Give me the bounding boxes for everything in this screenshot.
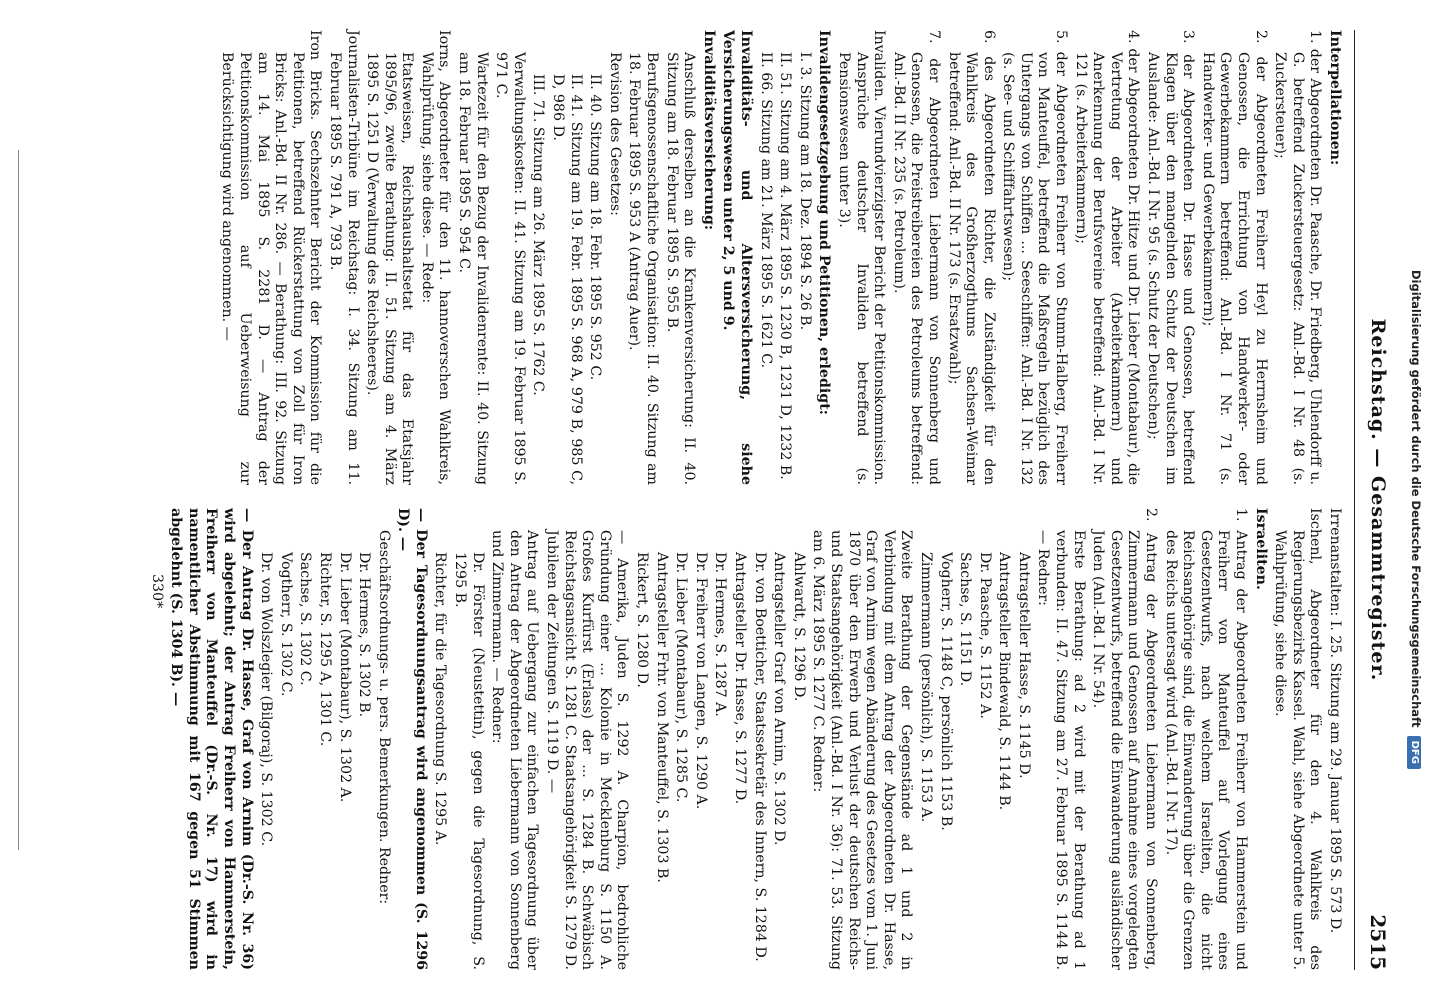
- right-column-entry: Irrenanstalten: I. 25. Sitzung am 29. Januar 1895 S. 573 D.: [1327, 508, 1343, 934]
- left-column-entry: 7. der Abgeordneten Liebermann von Sonnenberg und Genossen, die Preistreibereien des Petroleums betreffend: Anl.-Bd. II Nr. 235 (s. Petroleum).: [890, 30, 942, 485]
- left-column-entry: 1. der Abgeordneten Dr. Paasche, Dr. Friedberg, Uhlendorff u. G. betreffend Zuckersteuergesetz: Anl.-Bd. I Nr. 48 (s. Zuckersteuer);: [1272, 30, 1324, 485]
- right-column-entry: Richter, S. 1295 A, 1301 C.: [316, 552, 333, 747]
- left-column-entry: Invaliditäts- und Altersversicherung, siehe Versicherungswesen unter 2, 5 und 9.: [720, 30, 754, 485]
- left-column-entry: II. 66. Sitzung am 21. März 1895 S. 1621 C.: [757, 52, 774, 369]
- right-column-entry: Sachse, S. 1151 D.: [957, 552, 974, 687]
- right-column-entry: Richter, für die Tagesordnung S. 1295 A.: [432, 552, 449, 846]
- right-column-entry: Dr. Lieber (Montabaur), S. 1285 C.: [673, 552, 690, 803]
- credit-text: Digitalisierung gefördert durch die Deutsche Forschungsgemeinschaft: [1409, 270, 1423, 728]
- running-title: Reichstag. — Gesammtregister.: [1367, 318, 1389, 682]
- left-column-entry: II. 41. Sitzung am 19. Febr. 1895 S. 968 A, 979 B, 985 C, D, 986 D.: [550, 74, 584, 485]
- right-column-entry: Antragsteller Dr. Hasse, S. 1277 D.: [732, 552, 748, 805]
- right-column-entry: Antragsteller Graf von Arnim, S. 1302 D.: [771, 552, 788, 846]
- left-column-entry: Berufsgenossenschaftliche Organisation: II. 40. Sitzung am 18. Februar 1895 S. 953 A (Antrag Auer).: [626, 52, 661, 485]
- left-column-entry: 3. der Abgeordneten Dr. Hasse und Genossen, betreffend Klagen über den mangelnden Schutz der Deutschen im Auslande: Anl.-Bd. I Nr. 95 (s. Schutz der Deutschen);: [1145, 30, 1197, 485]
- right-column-entry: Dr. Förster (Neustettin), gegen die Tagesordnung, S. 1295 B.: [452, 552, 486, 970]
- left-column-entry: Iorns, Abgeordneter für den 11. hannoverschen Wahlkreis, Wahlprüfung, siehe diese. — Rede:: [418, 30, 453, 485]
- right-column-entry: Antragsteller Hasse, S. 1145 D.: [1015, 552, 1032, 779]
- left-column-entry: Iron Bricks. Sechszehnter Bericht der Kommission für die Petitionen, betreffend Rückerstattung von Zoll für Iron Bricks: Anl.-Bd. II Nr. 286. — Berathung: III. 92. Sitzung am 14. Mai 1895 S. 2281 D. — Antrag der Petitionskommission auf Ueberweisung zur Berücksichtigung wird angenommen. —: [219, 30, 324, 485]
- digitization-credit: [1405, 270, 1427, 990]
- scan-edge-line: [18, 150, 19, 850]
- rotated-page-content: [57, 30, 1397, 970]
- right-column-entry: Geschäftsordnungs- u. pers. Bemerkungen. Redner:: [375, 530, 392, 905]
- right-column-entry: Sachse, S. 1302 C.: [297, 552, 314, 686]
- right-column-entry: Antrag auf Uebergang zur einfachen Tagesordnung über den Antrag der Abgeordneten Liebermann von Sonnenberg und Zimmermann. — Redner:: [489, 530, 541, 970]
- left-column-entry: Revision des Gesetzes:: [606, 52, 623, 216]
- left-column-entry: Interpellationen:: [1327, 30, 1343, 166]
- right-column-entry: — Amerika, Juden S. 1292 A. Charpion, bedrohliche Gründung einer ... Kolonie in Mecklenburg S. 1150 A. Großes Kurfürst (Erlass) der ... S. 1284 B. Schwäbisch Reichstagsansicht S. 1281 C. Staatsangehörigkeit S. 1279 D. Jubileen der Zeitungen S. 1119 D. —: [544, 530, 631, 970]
- left-column-entry: II. 51. Sitzung am 4. März 1895 S. 1230 B, 1231 D, 1232 B.: [777, 52, 794, 480]
- right-column-entry: 2. Antrag der Abgeordneten Liebermann von Sonnenberg, Zimmermann und Genossen auf Annahme eines vorgelegten Gesetzentwurfs, betreffend die Einwanderung ausländischer Juden (Anl.-Bd. I Nr. 54).: [1090, 508, 1160, 970]
- right-column-entry: — Der Antrag Dr. Hasse, Graf von Arnim (Dr.-S. Nr. 36) wird abgelehnt; der Antrag Freiherr von Hammerstein, Freiherr von Manteuffel (Dr.-S. Nr. 17) wird in namentlicher Abstimmung mit 167 gegen 51 Stimmen abgelehnt (S. 1304 B). —: [168, 508, 255, 970]
- left-column-entry: Wartezeit für den Bezug der Invalidenrente: II. 40. Sitzung am 18. Februar 1895 S. 954 C.: [456, 52, 490, 485]
- right-column-entry: Erste Berathung: ad 2 wird mit der Berathung ad 1 verbunden: II. 47. Sitzung am 27. Februar 1895 S. 1144 B. — Redner:: [1035, 530, 1087, 970]
- left-column-entry: I. 3. Sitzung am 18. Dez. 1894 S. 26 B.: [796, 52, 813, 331]
- left-column-entry: Anschluß derselben an die Krankenversicherung: II. 40. Sitzung am 18. Februar 1895 S. 955 B.: [663, 52, 698, 485]
- right-column-entry: Rickert, S. 1280 D.: [634, 552, 651, 688]
- right-column-entry: Ischenl, Abgeordneter für den 4. Wahlkreis des Regierungsbezirks Kassel. Wahl, siehe Abgeordnete unter 5. Wahlprüfung, siehe diese.: [1272, 508, 1324, 970]
- right-column-entry: Vogherr, S. 1148 C, persönlich 1153 B.: [937, 552, 954, 831]
- left-column: [57, 30, 1343, 485]
- right-column-entry: Dr. Hermes, S. 1302 B.: [356, 552, 373, 718]
- left-column-entry: Invaliditätsversicherung:: [700, 30, 717, 231]
- header-rule: [1354, 30, 1355, 970]
- left-column-entry: Etatsweisen, Reichshaushaltsetat für das Etatsjahr 1895/96, zweite Berathung: II. 51. Sitzung am 4. März 1895 S. 1251 D (Verwaltung des Reichsheeres).: [364, 52, 416, 485]
- left-column-entry: II. 40. Sitzung am 18. Febr. 1895 S. 952 C.: [587, 74, 604, 381]
- right-column-entry: Israeliten.: [1252, 508, 1269, 590]
- right-column-entry: Dr. Paasche, S. 1152 A.: [976, 552, 993, 719]
- right-column-entry: Dr. von Boetticher, Staatssekretär des Innern, S. 1284 D.: [751, 552, 768, 962]
- left-column-entry: 6. des Abgeordneten Richter, die Zuständigkeit für den Wahlkreis des Großherzogthums Sachsen-Weimar betreffend: Anl.-Bd. II Nr. 173 (s. Ersatzwahl);: [945, 30, 997, 485]
- left-column-entry: 5. der Abgeordneten Freiherr von Stumm-Halberg, Freiherr von Manteuffel, betreffend die Maßregeln bezüglich des Untergangs von Schiffen ... Seeschiffen: Anl.-Bd. I Nr. 132 (s. See- und Schifffahrtswesen);: [1000, 30, 1070, 485]
- left-column-entry: 4. der Abgeordneten Dr. Hitze und Dr. Lieber (Montabaur), die Vertretung der Arbeiter (Arbeiterkammern) und Anerkennung der Berufsvereine betreffend: Anl.-Bd. I Nr. 121 (s. Arbeiterkammern);: [1072, 30, 1142, 485]
- page-header: [1359, 30, 1397, 970]
- left-column-entry: Invaliden. Vierundvierzigster Bericht der Petitionskommission. Ansprüche deutscher Invaliden betreffend (s. Pensionswesen unter 3).: [835, 30, 888, 485]
- page-number: 2515: [1366, 914, 1390, 970]
- right-column-entry: Antragsteller Frhr. von Manteuffel, S. 1303 B.: [653, 552, 670, 883]
- right-column: [57, 508, 1343, 970]
- right-column-entry: Dr. von Wolszlegier (Bilgoraj), S. 1302 C.: [258, 552, 275, 847]
- right-column-entry: Dr. Lieber (Montabaur), S. 1302 A.: [336, 552, 353, 803]
- right-column-entry: — Der Tagesordnungsantrag wird angenommen (S. 1296 D). —: [395, 508, 429, 970]
- right-column-entry: 330*: [148, 574, 165, 609]
- right-column-entry: Ahlwardt, S. 1296 D.: [790, 552, 807, 702]
- left-column-entry: Journalisten-Tribüne im Reichstag: I. 34. Sitzung am 11. Februar 1895 S. 791 A, 793 B.: [326, 30, 361, 485]
- left-column-entry: Invalidengesetzgebung und Petitionen, erledigt:: [816, 30, 833, 415]
- left-column-entry: Verwaltungskosten: II. 41. Sitzung am 19. Februar 1895 S. 971 C.: [493, 52, 527, 485]
- left-column-entry: III. 71. Sitzung am 26. März 1895 S. 1762 C.: [530, 74, 547, 396]
- right-column-entry: Dr. Freiherr von Langen, S. 1290 A.: [692, 552, 709, 810]
- right-column-entry: Zweite Berathung der Gegenstände ad 1 und 2 in Verbindung mit dem Antrag der Abgeordneten Dr. Hasse, Graf von Arnim wegen Abänderung des Gesetzes vom 1. Juni 1870 über den Erwerb und Verlust der deutschen Reichs- und Staatsangehörigkeit (Anl.-Bd. I Nr. 36): 71. 53. Sitzung am 6. März 1895 S. 1277 C. Redner:: [810, 530, 915, 970]
- right-column-entry: Antragsteller Bindewald, S. 1144 B.: [996, 552, 1013, 811]
- right-column-entry: 1. Antrag der Abgeordneten Freiherr von Hammerstein und Freiherr von Manteuffel auf Vorlegung eines Gesetzentwurfs, nach welchem Israeliten, die nicht Reichsangehörige sind, die Einwanderung über die Grenzen des Reichs untersagt wird (Anl.-Bd. I Nr. 17).: [1162, 508, 1250, 970]
- right-column-entry: Vogtherr, S. 1302 C.: [277, 552, 294, 697]
- dfg-logo: DFG: [1407, 736, 1421, 769]
- left-column-entry: 2. der Abgeordneten Freiherr Heyl zu Herrnsheim und Genossen, die Errichtung von Handwerker- oder Gewerbekammern betreffend: Anl.-Bd. I Nr. 71 (s. Handwerker- und Gewerbekammern);: [1199, 30, 1269, 485]
- right-column-entry: Dr. Hermes, S. 1287 A.: [712, 552, 729, 717]
- right-column-entry: Zimmermann (persönlich), S. 1153 A.: [917, 552, 934, 823]
